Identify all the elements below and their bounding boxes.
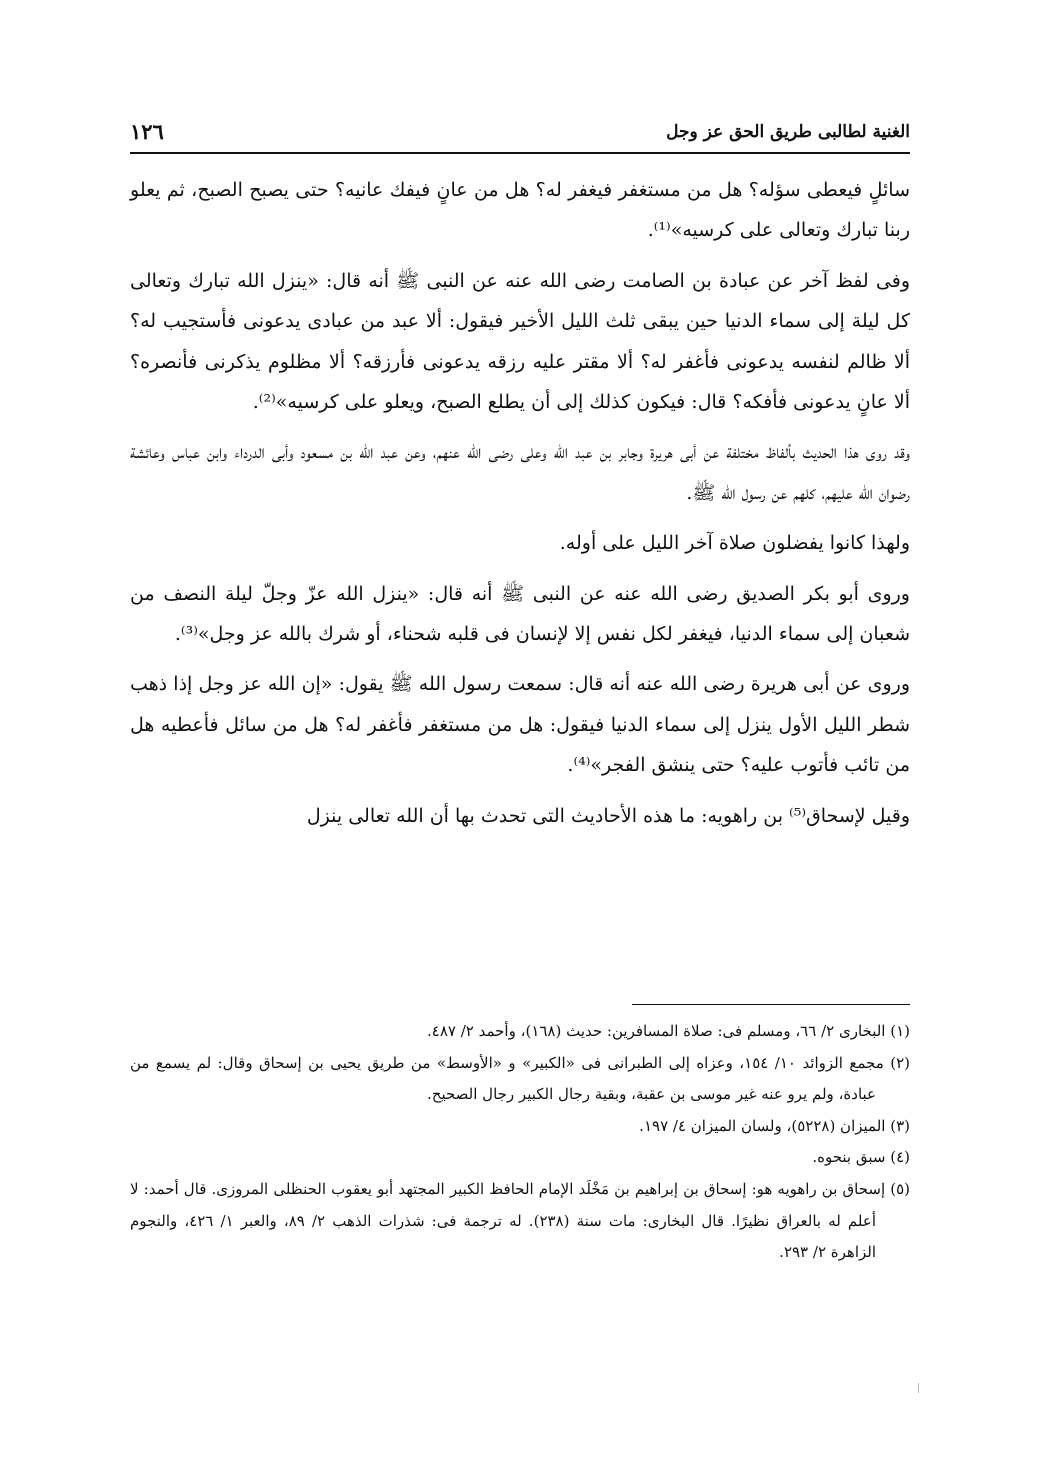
footnote-3: (٣) الميزان (٥٢٢٨)، ولسان الميزان ٤/ ١٩٧.: [639, 1116, 910, 1135]
paragraph-7: وقيل لإسحاق⁽⁵⁾ بن راهويه: ما هذه الأحاديث التى تحدث بها أن الله تعالى ينزل: [306, 804, 910, 827]
footnote-2: (٢) مجمع الزوائد ١٠/ ١٥٤، وعزاه إلى الطبرانى فى «الكبير» و «الأوسط» من طريق يحيى بن إسحاق وقال: لم يسمع من عبادة، ولم يرو عنه غير موسى بن عقبة، وبقية رجال الكبير رجال الصحيح.: [130, 1053, 910, 1104]
paragraph-1: سائلٍ فيعطى سؤله؟ هل من مستغفر فيغفر له؟ هل من عانٍ فيفك عانيه؟ حتى يصبح الصبح، ثم يعلو ربنا تبارك وتعالى على كرسيه»⁽¹⁾.: [130, 179, 910, 242]
header-rule: [130, 152, 910, 154]
paragraph-6: وروى عن أبى هريرة رضى الله عنه أنه قال: سمعت رسول الله ﷺ يقول: «إن الله عز وجل إذا ذهب شطر الليل الأول ينزل إلى سماء الدنيا فيقول: هل من مستغفر فأغفر له؟ هل من سائل فأعطيه هل من تائب فأتوب عليه؟ حتى ينشق الفجر»⁽⁴⁾.: [130, 673, 910, 777]
running-title: الغنية لطالبى طريق الحق عز وجل: [666, 122, 910, 142]
page-number: ١٢٦: [130, 119, 164, 144]
footnote-4: (٤) سبق بنحوه.: [812, 1148, 910, 1167]
paragraph-5: وروى أبو بكر الصديق رضى الله عنه عن النبى ﷺ أنه قال: «ينزل الله عزّ وجلّ ليلة النصف من شعبان إلى سماء الدنيا، فيغفر لكل نفس إلا لإنسان فى قلبه شحناء، أو شرك بالله عز وجل»⁽³⁾.: [130, 582, 910, 646]
footnotes: [130, 1016, 910, 1269]
scan-mark: [918, 1383, 919, 1393]
page-header: [130, 114, 910, 154]
footnote-5: (٥) إسحاق بن راهويه هو: إسحاق بن إبراهيم بن مَخْلَد الإمام الحافظ الكبير المجتهد أبو يعقوب الحنظلى المروزى. قال أحمد: لا أعلم له بالعراق نظيرًا. قال البخارى: مات سنة (٢٣٨). له ترجمة فى: شذرات الذهب ٢/ ٨٩، والعبر ١/ ٤٢٦، والنجوم الزاهرة ٢/ ٢٩٣.: [130, 1179, 910, 1262]
footnote-separator: [632, 1004, 910, 1005]
footnote-1: (١) البخارى ٢/ ٦٦، ومسلم فى: صلاة المسافرين: حديث (١٦٨)، وأحمد ٢/ ٤٨٧.: [427, 1022, 910, 1040]
paragraph-4: ولهذا كانوا يفضلون صلاة آخر الليل على أوله.: [559, 532, 910, 555]
main-text: [130, 170, 910, 836]
paragraph-2: وفى لفظ آخر عن عبادة بن الصامت رضى الله عنه عن النبى ﷺ أنه قال: «ينزل الله تبارك وتعالى كل ليلة إلى سماء الدنيا حين يبقى ثلث الليل الأخير فيقول: ألا عبد من عبادى يدعونى فأستجيب له؟ ألا ظالم لنفسه يدعونى فأغفر له؟ ألا مقتر عليه رزقه يدعونى فأرزقه؟ ألا مظلوم يذكرنى فأنصره؟ ألا عانٍ يدعونى فأفكه؟ قال: فيكون كذلك إلى أن يطلع الصبح، ويعلو على كرسيه»⁽²⁾.: [130, 269, 910, 414]
paragraph-3: وقد روى هذا الحديث بألفاظ مختلفة عن أبى هريرة وجابر بن عبد الله وعلى رضى الله عنهم، وعن عبد الله بن مسعود وأبى الدرداء وابن عباس وعائشة رضوان الله عليهم، كلهم عن رسول الله ﷺ.: [130, 441, 910, 504]
